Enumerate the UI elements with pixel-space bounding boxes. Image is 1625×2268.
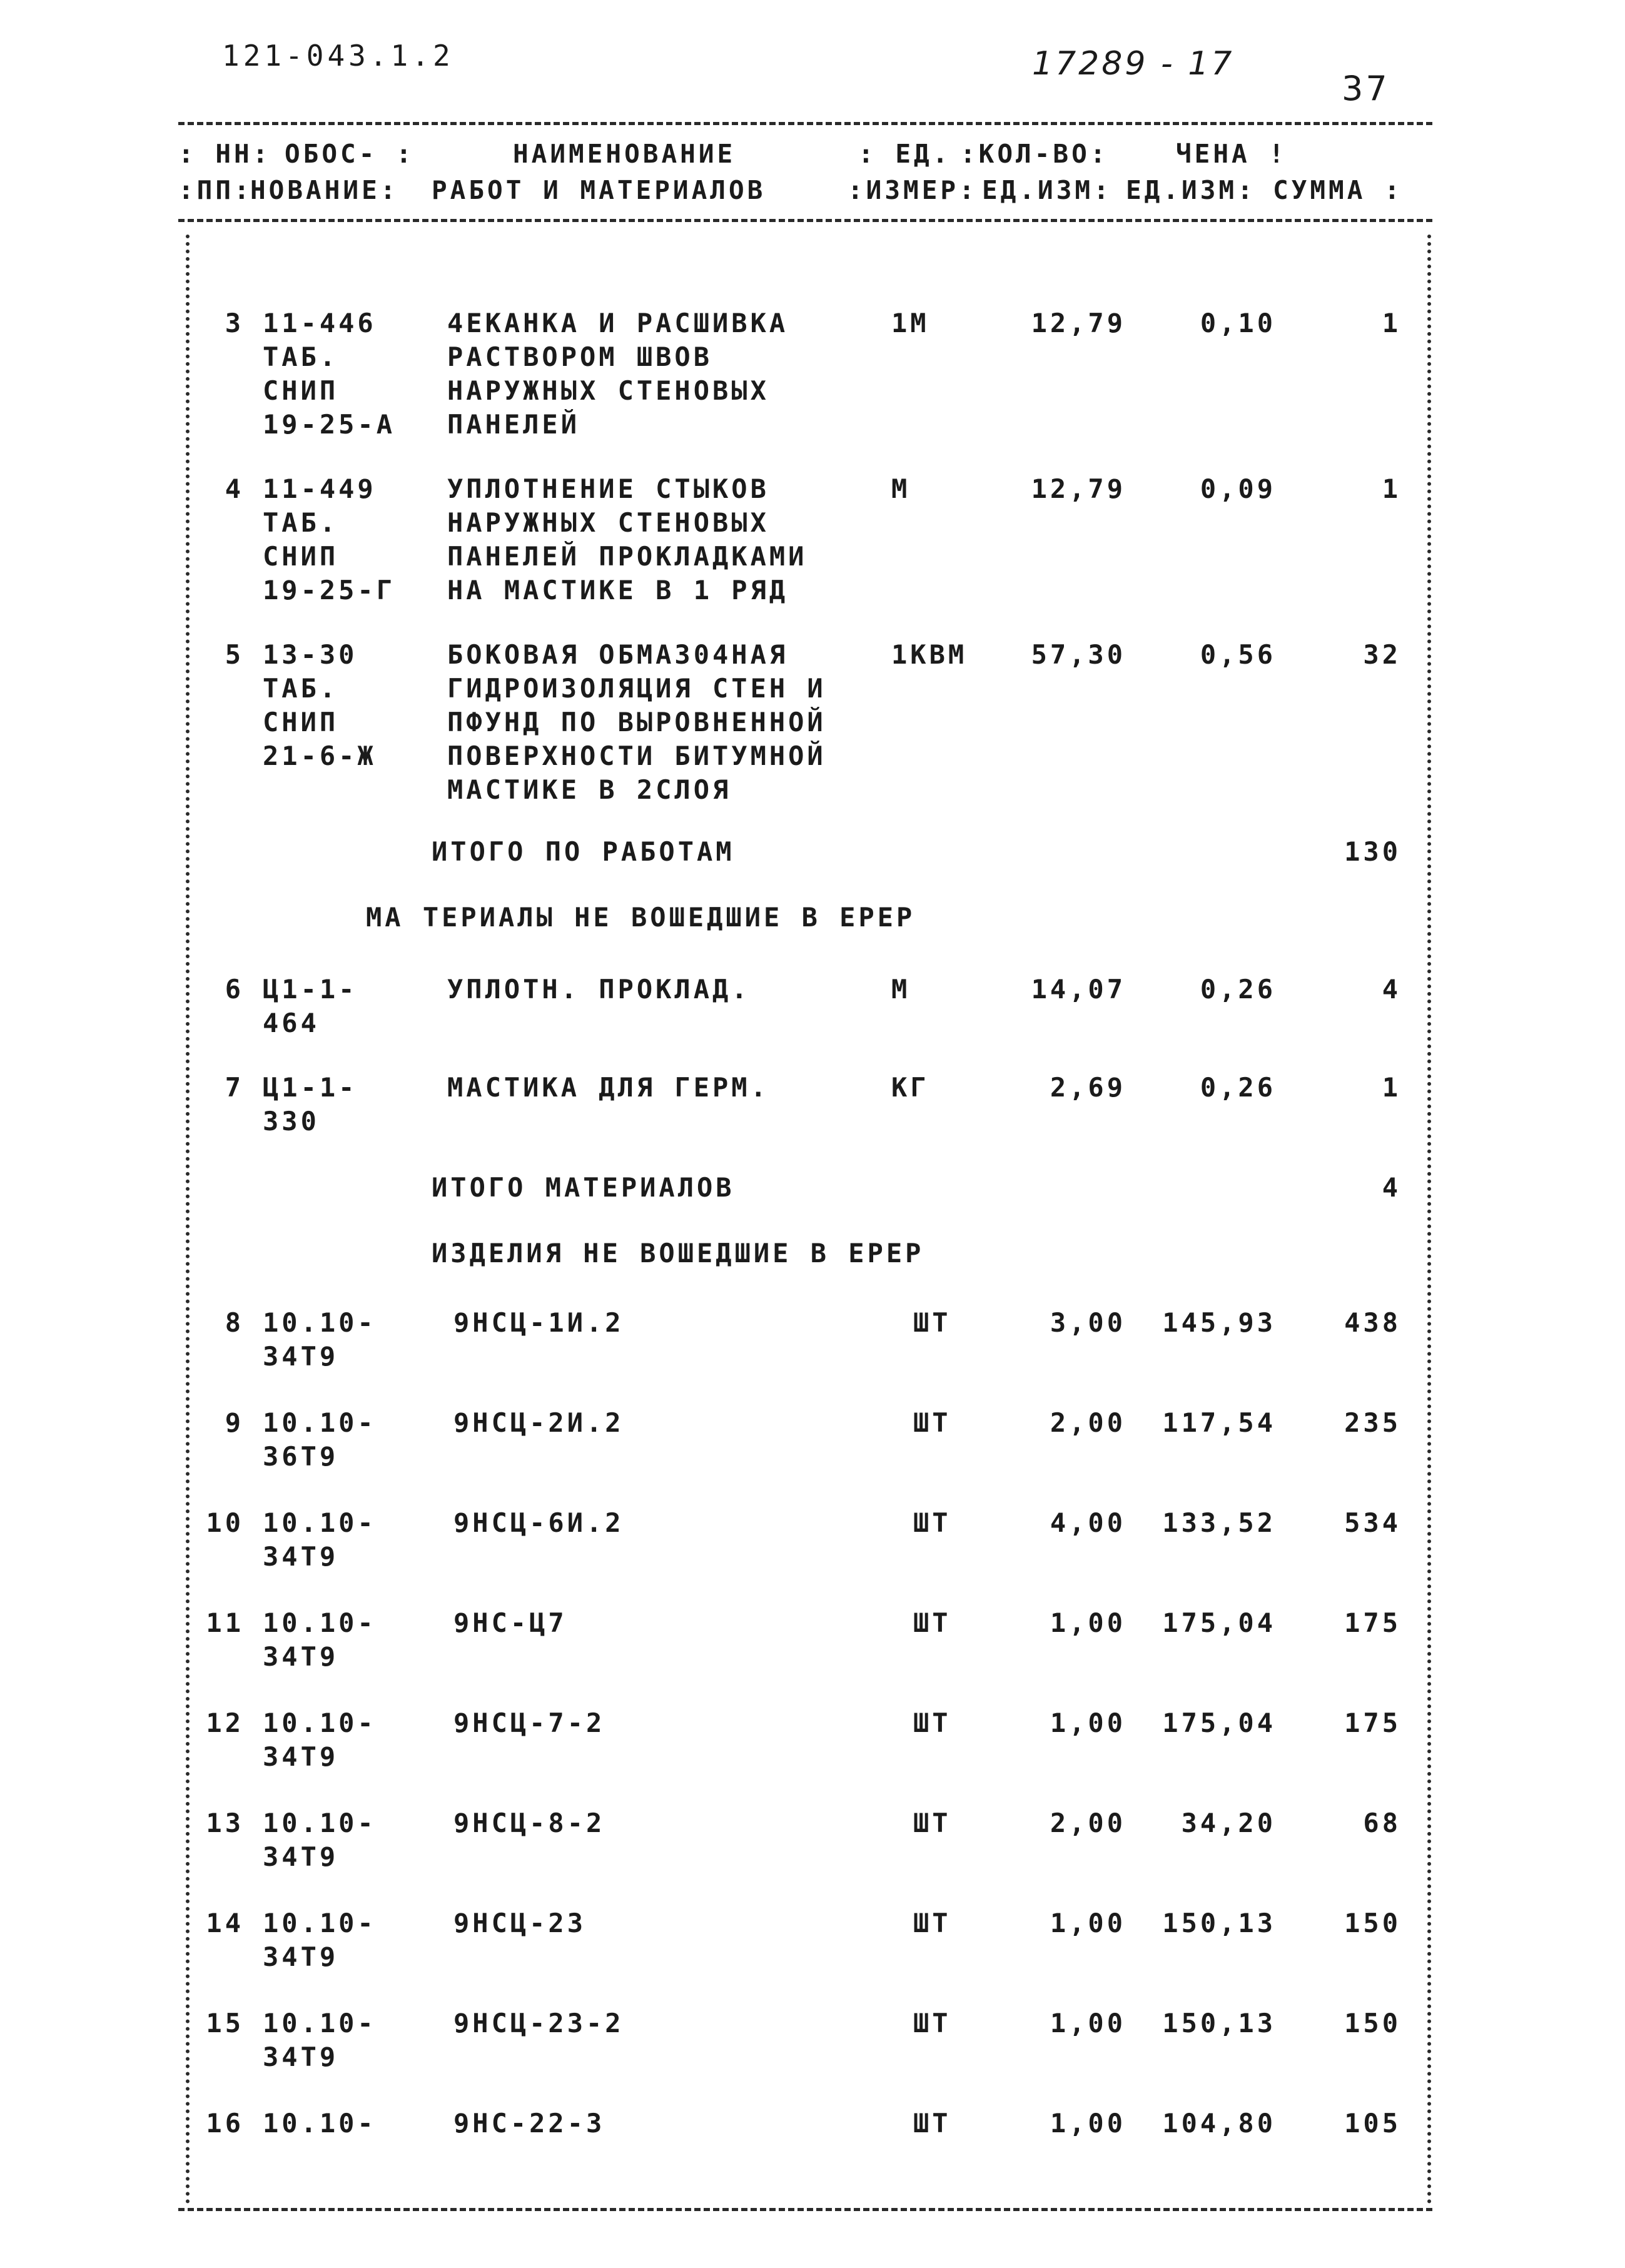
row-sum: 534	[1344, 1507, 1401, 1538]
row-name: 4ЕКАНКА И РАСШИВКА РАСТВОРОМ ШВОВ НАРУЖНЫХ СТЕНОВЫХ ПАНЕЛЕЙ	[447, 308, 789, 440]
row-basis: Ц1-1- 330	[263, 1072, 358, 1137]
row-sum: 32	[1363, 639, 1401, 670]
col-qty-top: :КОЛ-ВО:	[960, 139, 1109, 169]
row-price: 145,93	[1162, 1307, 1276, 1338]
page-number: 37	[1342, 69, 1390, 108]
row-unit: ШТ	[913, 1808, 951, 1838]
row-sum: 1	[1382, 473, 1401, 504]
row-price: 34,20	[1181, 1808, 1276, 1838]
row-price: 0,56	[1200, 639, 1276, 670]
row-sum: 150	[1344, 1908, 1401, 1938]
handwritten-reference: 17289 - 17	[1032, 45, 1235, 83]
row-unit: 1КВМ	[891, 639, 968, 670]
row-basis: 10.10- 36Т9	[263, 1407, 377, 1472]
top-rule	[178, 122, 1432, 125]
row-basis: 10.10- 34Т9	[263, 1708, 377, 1772]
row-number: 14	[206, 1908, 244, 1938]
row-qty: 1,00	[1050, 1908, 1126, 1938]
row-basis: 11-446 ТАБ. СНИП 19-25-А	[263, 308, 396, 440]
row-number: 8	[225, 1307, 244, 1338]
row-sum: 438	[1344, 1307, 1401, 1338]
row-price: 0,10	[1200, 308, 1276, 338]
row-qty: 1,00	[1050, 1708, 1126, 1738]
row-name: 9НСЦ-23	[453, 1908, 587, 1938]
row-unit: М	[891, 473, 911, 504]
row-sum: 150	[1344, 2008, 1401, 2038]
row-name: 9НСЦ-2И.2	[453, 1407, 624, 1438]
row-basis: 10.10-	[263, 2108, 377, 2139]
row-name: 9НС-22-3	[453, 2108, 605, 2139]
row-name: 9НСЦ-23-2	[453, 2008, 624, 2038]
row-price: 117,54	[1162, 1407, 1276, 1438]
row-qty: 1,00	[1050, 2108, 1126, 2139]
col-unit-bottom: :ИЗМЕР:	[848, 175, 978, 205]
col-price-top: ЧЕНА !	[1176, 139, 1288, 169]
row-qty: 2,00	[1050, 1407, 1126, 1438]
row-unit: 1М	[891, 308, 929, 338]
row-number: 5	[225, 639, 244, 670]
header-rule	[178, 219, 1432, 222]
row-price: 150,13	[1162, 1908, 1276, 1938]
row-sum: 235	[1344, 1407, 1401, 1438]
row-number: 6	[225, 974, 244, 1005]
row-unit: ШТ	[913, 2008, 951, 2038]
row-number: 13	[206, 1808, 244, 1838]
row-price: 175,04	[1162, 1708, 1276, 1738]
row-sum: 1	[1382, 308, 1401, 338]
row-price: 150,13	[1162, 2008, 1276, 2038]
col-no-bottom: :ПП:	[178, 175, 253, 205]
col-unit-top: : ЕД.	[858, 139, 951, 169]
row-price: 0,26	[1200, 974, 1276, 1005]
row-qty: 12,79	[1031, 473, 1126, 504]
row-number: 4	[225, 473, 244, 504]
document-code: 121-043.1.2	[222, 39, 454, 73]
row-unit: ШТ	[913, 1307, 951, 1338]
row-unit: ШТ	[913, 1908, 951, 1938]
row-qty: 3,00	[1050, 1307, 1126, 1338]
row-number: 3	[225, 308, 244, 338]
section-heading: МА ТЕРИАЛЫ НЕ ВОШЕДШИЕ В ЕРЕР	[366, 902, 916, 933]
col-basis-top: ОБОС- :	[285, 139, 415, 169]
row-price: 104,80	[1162, 2108, 1276, 2139]
row-sum: 4	[1382, 974, 1401, 1005]
row-unit: КГ	[891, 1072, 929, 1103]
row-name: 9НС-Ц7	[453, 1607, 567, 1638]
row-name: УПЛОТНЕНИЕ СТЫКОВ НАРУЖНЫХ СТЕНОВЫХ ПАНЕЛЕЙ ПРОКЛАДКАМИ НА МАСТИКЕ В 1 РЯД	[447, 473, 807, 605]
row-basis: 10.10- 34Т9	[263, 1808, 377, 1872]
row-basis: 10.10- 34Т9	[263, 1507, 377, 1572]
col-name-top: НАИМЕНОВАНИЕ	[513, 139, 736, 169]
col-name-bottom: РАБОТ И МАТЕРИАЛОВ	[432, 175, 766, 205]
row-qty: 12,79	[1031, 308, 1126, 338]
section-heading: ИЗДЕЛИЯ НЕ ВОШЕДШИЕ В ЕРЕР	[432, 1238, 924, 1268]
row-basis: 10.10- 34Т9	[263, 1607, 377, 1672]
row-qty: 14,07	[1031, 974, 1126, 1005]
row-price: 175,04	[1162, 1607, 1276, 1638]
row-number: 9	[225, 1407, 244, 1438]
row-number: 12	[206, 1708, 244, 1738]
row-name: УПЛОТН. ПРОКЛАД.	[447, 974, 751, 1005]
right-border	[1427, 235, 1431, 2205]
col-price-bottom: ЕД.ИЗМ:	[1126, 175, 1256, 205]
row-name: 9НСЦ-6И.2	[453, 1507, 624, 1538]
row-name: БОКОВАЯ ОБМАЗ04НАЯ ГИДРОИЗОЛЯЦИЯ СТЕН И ПФУНД ПО ВЫРОВНЕННОЙ ПОВЕРХНОСТИ БИТУМНОЙ МАСТИКЕ В 2СЛОЯ	[447, 639, 826, 805]
row-sum: 1	[1382, 1072, 1401, 1103]
row-unit: ШТ	[913, 2108, 951, 2139]
row-unit: ШТ	[913, 1407, 951, 1438]
row-sum: 68	[1363, 1808, 1401, 1838]
row-sum: 175	[1344, 1708, 1401, 1738]
row-qty: 1,00	[1050, 2008, 1126, 2038]
row-basis: Ц1-1- 464	[263, 974, 358, 1038]
col-qty-bottom: ЕД.ИЗМ:	[982, 175, 1112, 205]
row-qty: 2,69	[1050, 1072, 1126, 1103]
row-price: 0,26	[1200, 1072, 1276, 1103]
col-basis-bottom: НОВАНИЕ:	[250, 175, 399, 205]
row-name: 9НСЦ-8-2	[453, 1808, 605, 1838]
row-basis: 10.10- 34Т9	[263, 1908, 377, 1972]
row-name: 9НСЦ-7-2	[453, 1708, 605, 1738]
row-qty: 1,00	[1050, 1607, 1126, 1638]
col-sum-bottom: СУММА :	[1273, 175, 1403, 205]
row-number: 7	[225, 1072, 244, 1103]
col-no-top: : НН:	[178, 139, 271, 169]
row-name: 9НСЦ-1И.2	[453, 1307, 624, 1338]
row-price: 133,52	[1162, 1507, 1276, 1538]
bottom-rule	[178, 2208, 1432, 2211]
subtotal-sum: 4	[1382, 1172, 1401, 1203]
row-basis: 10.10- 34Т9	[263, 1307, 377, 1372]
row-basis: 11-449 ТАБ. СНИП 19-25-Г	[263, 473, 396, 605]
row-unit: М	[891, 974, 911, 1005]
row-qty: 2,00	[1050, 1808, 1126, 1838]
row-number: 15	[206, 2008, 244, 2038]
row-qty: 57,30	[1031, 639, 1126, 670]
row-qty: 4,00	[1050, 1507, 1126, 1538]
row-sum: 105	[1344, 2108, 1401, 2139]
row-sum: 175	[1344, 1607, 1401, 1638]
row-number: 16	[206, 2108, 244, 2139]
row-unit: ШТ	[913, 1708, 951, 1738]
row-unit: ШТ	[913, 1607, 951, 1638]
row-basis: 13-30 ТАБ. СНИП 21-6-Ж	[263, 639, 377, 771]
row-basis: 10.10- 34Т9	[263, 2008, 377, 2072]
row-price: 0,09	[1200, 473, 1276, 504]
row-number: 11	[206, 1607, 244, 1638]
subtotal-label: ИТОГО МАТЕРИАЛОВ	[432, 1172, 735, 1203]
row-unit: ШТ	[913, 1507, 951, 1538]
subtotal-label: ИТОГО ПО РАБОТАМ	[432, 836, 735, 867]
row-name: МАСТИКА ДЛЯ ГЕРМ.	[447, 1072, 769, 1103]
row-number: 10	[206, 1507, 244, 1538]
subtotal-sum: 130	[1344, 836, 1401, 867]
